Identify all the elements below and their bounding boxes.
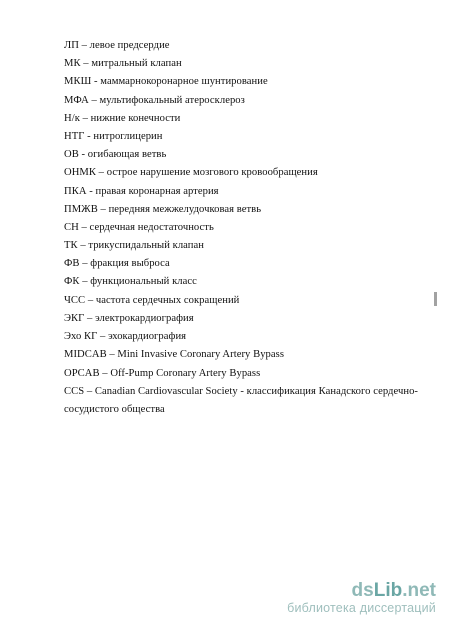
abbreviation-item: МФА – мультифокальный атеросклероз — [64, 94, 245, 106]
abbreviation-item: Н/к – нижние конечности — [64, 112, 181, 124]
abbreviation-item: МКШ - маммарнокоронарное шунтирование — [64, 76, 268, 88]
abbreviation-item: OPCAB – Off-Pump Coronary Artery Bypass — [64, 367, 261, 379]
abbreviation-item: МК – митральный клапан — [64, 58, 182, 70]
abbreviation-item: НТГ - нитроглицерин — [64, 130, 163, 142]
watermark-logo-net: .net — [402, 580, 436, 601]
abbreviation-list — [64, 40, 424, 349]
abbreviation-item: ЭКГ – электрокардиография — [64, 312, 194, 324]
abbreviation-item: ФВ – фракция выброса — [64, 258, 170, 270]
abbreviation-item: CCS – Canadian Cardiovascular Society - классификация Канадского сердечно-сосудистого общества — [64, 386, 419, 415]
scan-edge-mark — [434, 292, 437, 306]
abbreviation-item: ФК – функциональный класс — [64, 276, 197, 288]
latin-abbreviation-list — [64, 349, 424, 425]
abbreviation-item: ПКА - правая коронарная артерия — [64, 185, 219, 197]
watermark-logo-ds: ds — [351, 580, 374, 601]
abbreviation-item: ЧСС – частота сердечных сокращений — [64, 294, 240, 306]
abbreviation-item: СН – сердечная недостаточность — [64, 221, 214, 233]
abbreviation-item: ОВ - огибающая ветвь — [64, 149, 167, 161]
watermark — [287, 581, 436, 615]
abbreviation-item: ОНМК – острое нарушение мозгового кровообращения — [64, 167, 318, 179]
abbreviation-item: ЛП – левое предсердие — [64, 40, 170, 51]
abbreviation-item: ПМЖВ – передняя межжелудочковая ветвь — [64, 203, 262, 215]
abbreviation-item: ТК – трикуспидальный клапан — [64, 240, 204, 252]
abbreviation-item: Эхо КГ – эхокардиография — [64, 331, 187, 342]
watermark-logo — [287, 581, 436, 601]
watermark-subtitle: библиотека диссертаций — [287, 601, 436, 615]
watermark-logo-lib: Lib — [373, 580, 403, 601]
abbreviation-item: MIDCAB – Mini Invasive Coronary Artery Bypass — [64, 349, 284, 360]
